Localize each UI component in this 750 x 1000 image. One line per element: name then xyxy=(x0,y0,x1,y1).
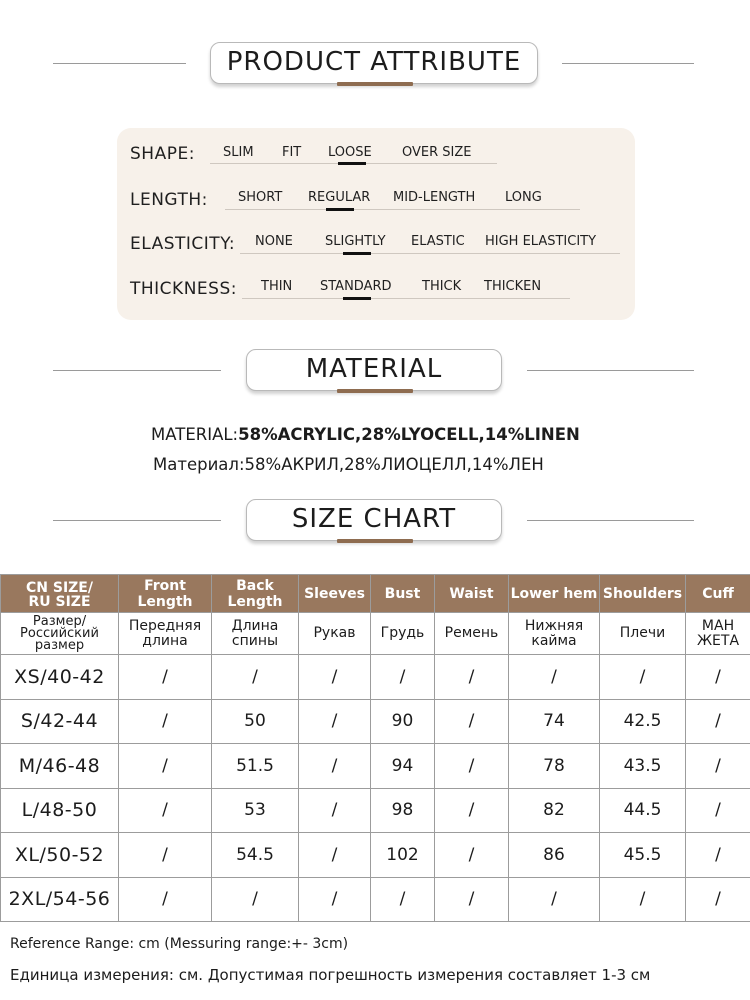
table-row-cell: / xyxy=(119,788,212,833)
elasticity-option-none: NONE xyxy=(255,234,293,249)
table-row-cell: 51.5 xyxy=(212,744,299,789)
elasticity-label: ELASTICITY: xyxy=(130,234,236,254)
attribute-divider-left xyxy=(53,63,186,64)
header-row-russian-cell: Размер/ Российский размер xyxy=(1,613,119,655)
table-row-cell: / xyxy=(600,655,686,700)
header-row-russian-cell: Рукав xyxy=(299,613,371,655)
table-row-cell: / xyxy=(509,877,600,922)
elasticity-row-line xyxy=(240,253,620,254)
table-row xyxy=(1,699,750,744)
table-row-cell: / xyxy=(435,655,509,700)
table-row-cell: / xyxy=(212,877,299,922)
elasticity-option-elastic: ELASTIC xyxy=(411,234,465,249)
table-row-cell: 45.5 xyxy=(600,833,686,878)
size-section-pill xyxy=(246,499,502,541)
header-row-russian-cell: Грудь xyxy=(371,613,435,655)
table-row-cell: 82 xyxy=(509,788,600,833)
table-row-cell: 102 xyxy=(371,833,435,878)
header-row-english-cell: Shoulders xyxy=(600,575,686,613)
shape-label: SHAPE: xyxy=(130,144,195,164)
material-english xyxy=(151,425,580,444)
length-selected-mark xyxy=(326,208,354,211)
attribute-divider-right xyxy=(562,63,694,64)
table-row xyxy=(1,833,750,878)
shape-selected-mark xyxy=(338,162,366,165)
table-row xyxy=(1,744,750,789)
thickness-option-thick: THICK xyxy=(422,279,462,294)
elasticity-option-high-elasticity: HIGH ELASTICITY xyxy=(485,234,597,249)
table-row-cell: / xyxy=(435,833,509,878)
table-row xyxy=(1,788,750,833)
header-row-english-cell: Back Length xyxy=(212,575,299,613)
material-russian-label: Материал: xyxy=(153,455,245,474)
shape-option-fit: FIT xyxy=(282,145,302,160)
shape-option-loose: LOOSE xyxy=(328,145,372,160)
material-russian-value: 58%АКРИЛ,28%ЛИОЦЕЛЛ,14%ЛЕН xyxy=(244,455,544,474)
material-divider-left xyxy=(53,370,221,371)
header-row-english-cell: Front Length xyxy=(119,575,212,613)
table-row-cell: L/48-50 xyxy=(1,788,119,833)
thickness-option-thicken: THICKEN xyxy=(484,279,542,294)
elasticity-option-slightly: SLIGHTLY xyxy=(325,234,386,249)
table-row-cell: 94 xyxy=(371,744,435,789)
table-row-cell: 86 xyxy=(509,833,600,878)
table-row-cell: / xyxy=(299,877,371,922)
table-row-cell: / xyxy=(686,744,750,789)
table-row-cell: 54.5 xyxy=(212,833,299,878)
header-row-english-cell: Cuff xyxy=(686,575,750,613)
size-section-title: SIZE CHART xyxy=(291,504,457,534)
table-row-cell: / xyxy=(299,833,371,878)
size-chart-table xyxy=(0,574,750,922)
table-row-cell: / xyxy=(435,788,509,833)
table-row xyxy=(1,877,750,922)
table-row-cell: / xyxy=(212,655,299,700)
table-row xyxy=(1,655,750,700)
header-row-english-cell: CN SIZE/ RU SIZE xyxy=(1,575,119,613)
shape-option-slim: SLIM xyxy=(223,145,254,160)
length-row-line xyxy=(225,209,580,210)
reference-range-note: Reference Range: cm (Messuring range:+- 3cm) xyxy=(10,936,349,952)
table-row-cell: / xyxy=(299,788,371,833)
material-english-label: MATERIAL: xyxy=(151,425,239,444)
table-row-cell: / xyxy=(686,833,750,878)
table-row-cell: / xyxy=(299,744,371,789)
thickness-label: THICKNESS: xyxy=(130,279,237,299)
material-title-underbar xyxy=(337,389,413,393)
header-row-russian-cell: Ремень xyxy=(435,613,509,655)
material-section-title: MATERIAL xyxy=(305,354,443,384)
header-row-english-cell: Sleeves xyxy=(299,575,371,613)
length-label: LENGTH: xyxy=(130,190,208,210)
thickness-row-line xyxy=(242,298,570,299)
header-row-russian-cell: Передняя длина xyxy=(119,613,212,655)
size-divider-right xyxy=(527,520,694,521)
table-row-cell: XS/40-42 xyxy=(1,655,119,700)
table-row-cell: / xyxy=(435,877,509,922)
length-option-long: LONG xyxy=(505,190,542,205)
table-row-cell: 53 xyxy=(212,788,299,833)
header-row-english-cell: Bust xyxy=(371,575,435,613)
header-row-russian-cell: МАН ЖЕТА xyxy=(686,613,750,655)
thickness-selected-mark xyxy=(343,297,371,300)
table-row-cell: 74 xyxy=(509,699,600,744)
table-row-cell: / xyxy=(509,655,600,700)
thickness-option-thin: THIN xyxy=(261,279,293,294)
table-row-cell: 90 xyxy=(371,699,435,744)
header-row-russian-cell: Плечи xyxy=(600,613,686,655)
table-row-cell: / xyxy=(435,699,509,744)
table-row-cell: 2XL/54-56 xyxy=(1,877,119,922)
table-row-cell: / xyxy=(435,744,509,789)
table-row-cell: / xyxy=(371,655,435,700)
table-row-cell: XL/50-52 xyxy=(1,833,119,878)
table-row-cell: 44.5 xyxy=(600,788,686,833)
header-row-english-cell: Waist xyxy=(435,575,509,613)
table-row-cell: 43.5 xyxy=(600,744,686,789)
table-row-cell: / xyxy=(299,699,371,744)
table-row-cell: 50 xyxy=(212,699,299,744)
table-row-cell: 98 xyxy=(371,788,435,833)
table-row-cell: / xyxy=(686,788,750,833)
header-row-russian-cell: Длина спины xyxy=(212,613,299,655)
table-row-cell: / xyxy=(686,877,750,922)
table-row-cell: 42.5 xyxy=(600,699,686,744)
header-row-english-cell: Lower hem xyxy=(509,575,600,613)
material-english-value: 58%ACRYLIC,28%LYOCELL,14%LINEN xyxy=(238,425,580,444)
table-row-cell: / xyxy=(686,699,750,744)
size-divider-left xyxy=(53,520,221,521)
table-row-cell: 78 xyxy=(509,744,600,789)
table-row-cell: M/46-48 xyxy=(1,744,119,789)
table-row-cell: / xyxy=(686,655,750,700)
material-russian xyxy=(153,455,544,474)
table-row-cell: / xyxy=(119,744,212,789)
material-section-pill xyxy=(246,349,502,391)
table-row-cell: / xyxy=(119,699,212,744)
attribute-section-pill xyxy=(210,42,538,84)
length-option-regular: REGULAR xyxy=(308,190,371,205)
table-row-cell: S/42-44 xyxy=(1,699,119,744)
attribute-title-underbar xyxy=(337,82,413,86)
header-row-russian xyxy=(1,613,750,655)
attribute-section-title: PRODUCT ATTRIBUTE xyxy=(226,47,522,77)
length-option-short: SHORT xyxy=(238,190,283,205)
table-row-cell: / xyxy=(119,655,212,700)
elasticity-selected-mark xyxy=(343,252,371,255)
table-row-cell: / xyxy=(299,655,371,700)
table-row-cell: / xyxy=(119,833,212,878)
size-title-underbar xyxy=(337,539,413,543)
measurement-tolerance-note: Единица измерения: см. Допустимая погрешность измерения составляет 1-3 см xyxy=(10,966,651,984)
header-row-english xyxy=(1,575,750,613)
table-row-cell: / xyxy=(119,877,212,922)
material-divider-right xyxy=(527,370,694,371)
thickness-option-standard: STANDARD xyxy=(320,279,392,294)
length-option-mid-length: MID-LENGTH xyxy=(393,190,476,205)
table-row-cell: / xyxy=(371,877,435,922)
header-row-russian-cell: Нижняя кайма xyxy=(509,613,600,655)
shape-option-over-size: OVER SIZE xyxy=(402,145,472,160)
table-row-cell: / xyxy=(600,877,686,922)
